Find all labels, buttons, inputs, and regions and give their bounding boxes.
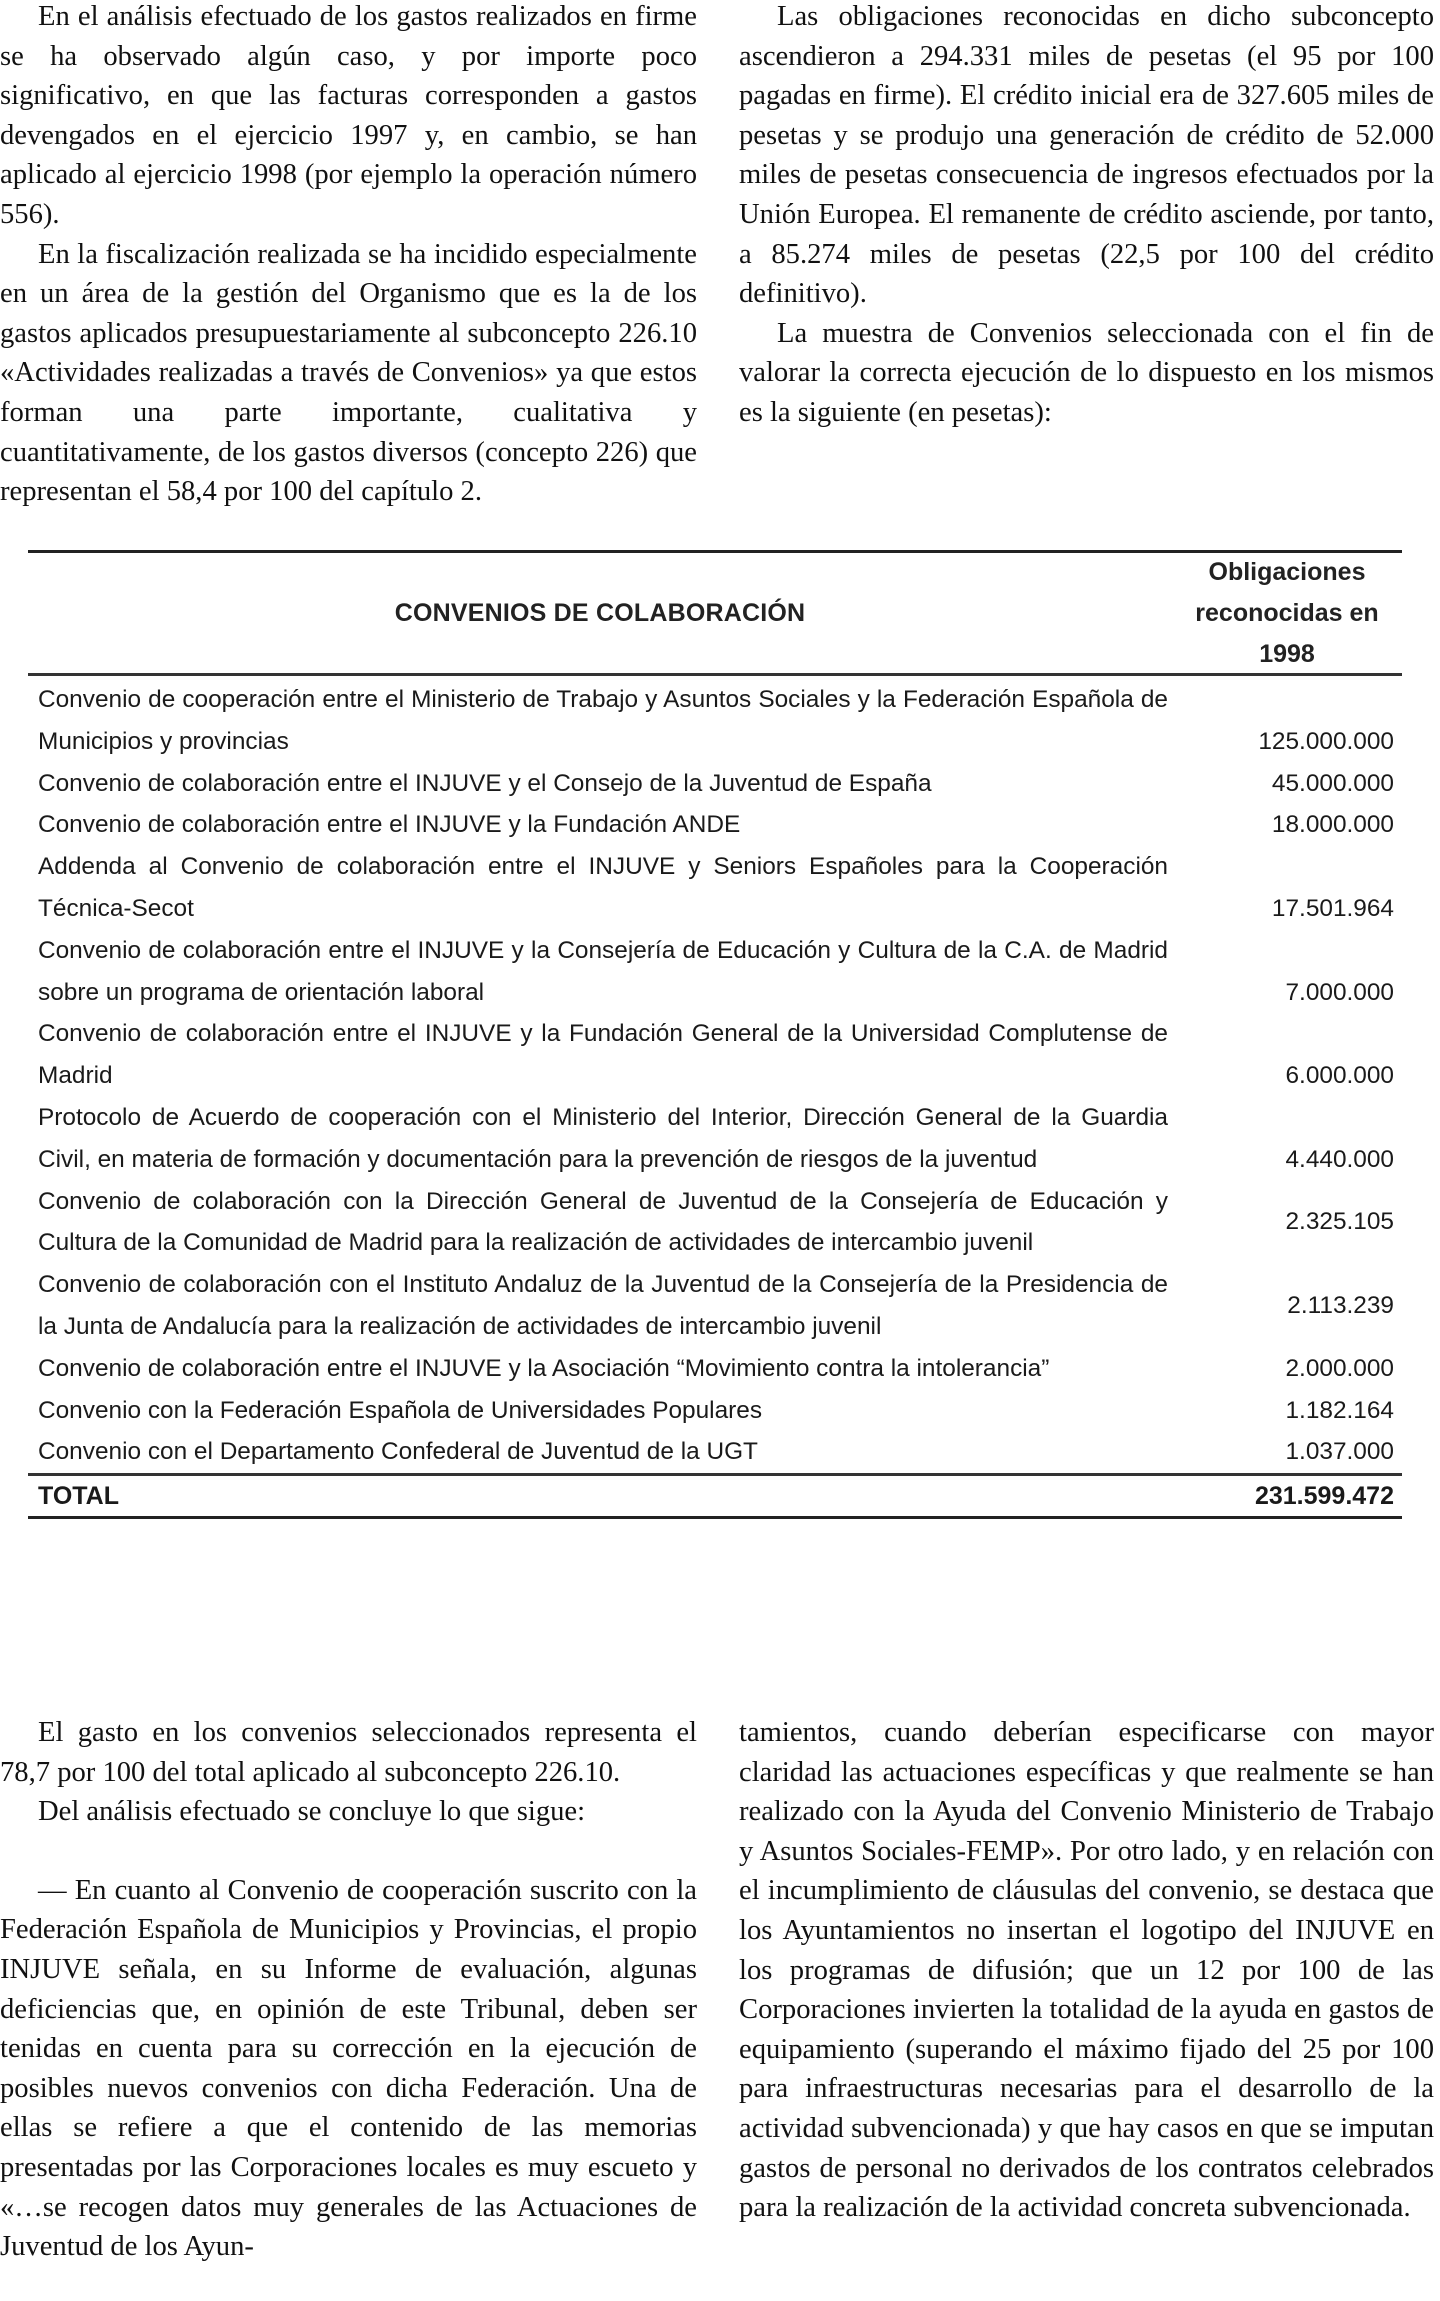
row-label: Convenio de colaboración entre el INJUVE y la Consejería de Educación y Cultura de la C.A. de Madrid sobre un programa de orientación laboral xyxy=(38,936,1168,1006)
bottom-right-column xyxy=(739,1713,1434,2228)
table-row xyxy=(28,1097,1402,1181)
row-value: 2.000.000 xyxy=(1285,1354,1394,1382)
paragraph: El gasto en los convenios seleccionados representa el 78,7 por 100 del total aplicado al subconcepto 226.10. xyxy=(0,1717,697,1788)
row-label: Convenio de colaboración con el Instituto Andaluz de la Juventud de la Consejería de la Presidencia de la Junta de Andalucía para la realización de actividades de intercambio juvenil xyxy=(38,1271,1168,1340)
column-header-obligaciones: Obligaciones reconocidas en 1998 xyxy=(1195,557,1379,668)
row-value: 6.000.000 xyxy=(1285,1062,1394,1090)
row-label: Convenio de colaboración entre el INJUVE y la Fundación ANDE xyxy=(38,811,741,839)
row-value: 17.501.964 xyxy=(1271,894,1394,922)
table-row xyxy=(28,804,1402,846)
table-row xyxy=(28,1013,1402,1097)
paragraph: Las obligaciones reconocidas en dicho subconcepto ascendieron a 294.331 miles de pesetas (el 95 por 100 pagadas en firme). El crédito inicial era de 327.605 miles de pesetas y se produjo una generación de crédito de 52.000 miles de pesetas consecuencia de ingresos efectuados por la Unión Europea. El remanente de crédito asciende, por tanto, a 85.274 miles de pesetas (22,5 por 100 del crédito definitivo). xyxy=(739,1,1434,310)
row-value: 4.440.000 xyxy=(1285,1145,1394,1173)
table-row xyxy=(28,763,1402,805)
bottom-left-column xyxy=(0,1713,697,2267)
paragraph: Del análisis efectuado se concluye lo que sigue: xyxy=(38,1796,586,1828)
row-value: 2.325.105 xyxy=(1285,1208,1394,1236)
table-row xyxy=(28,679,1402,763)
table-total-row xyxy=(28,1476,1402,1516)
paragraph: tamientos, cuando deberían especificarse con mayor claridad las actuaciones específicas y que realmente se han realizado con la Ayuda del Convenio Ministerio de Trabajo y Asuntos Sociales-FEMP». Por otro lado, y en relación con el incumplimiento de cláusulas del convenio, se destaca que los Ayuntamientos no insertan el logotipo del INJUVE en los programas de difusión; que un 12 por 100 de las Corporaciones invierten la totalidad de la ayuda en gastos de equipamiento (superando el máximo fijado del 25 por 100 para infraestructuras necesarias para el desarrollo de la actividad subvencionada) y que hay casos en que se imputan gastos de personal no derivados de los contratos celebrados para la realización de la actividad concreta subvencionada. xyxy=(739,1717,1434,2224)
row-label: Convenio de colaboración con la Dirección General de Juventud de la Consejería de Educación y Cultura de la Comunidad de Madrid para la realización de actividades de intercambio juvenil xyxy=(38,1187,1168,1257)
convenios-table xyxy=(28,550,1402,1519)
total-label: TOTAL xyxy=(38,1482,120,1511)
table-row xyxy=(28,930,1402,1014)
row-value: 7.000.000 xyxy=(1285,978,1394,1006)
row-value: 2.113.239 xyxy=(1287,1292,1394,1320)
paragraph: La muestra de Convenios seleccionada con el fin de valorar la correcta ejecución de lo dispuesto en los mismos es la siguiente (en pesetas): xyxy=(739,317,1434,428)
table-bottom-rule xyxy=(28,1516,1402,1519)
row-value: 1.182.164 xyxy=(1285,1396,1394,1424)
table-row xyxy=(28,1390,1402,1432)
paragraph: En el análisis efectuado de los gastos realizados en firme se ha observado algún caso, y por importe poco significativo, en que las facturas corresponden a gastos devengados en el ejercicio 1997 y, en cambio, se han aplicado al ejercicio 1998 (por ejemplo la operación número 556). xyxy=(0,1,697,230)
row-value: 125.000.000 xyxy=(1258,727,1394,755)
top-left-column xyxy=(0,0,697,512)
row-value: 45.000.000 xyxy=(1271,769,1394,797)
row-label: Convenio de colaboración entre el INJUVE y la Asociación “Movimiento contra la intolerancia” xyxy=(38,1354,1050,1382)
table-row xyxy=(28,1264,1402,1348)
row-label: Convenio con el Departamento Confederal de Juventud de la UGT xyxy=(38,1438,758,1466)
total-value: 231.599.472 xyxy=(1254,1482,1394,1511)
table-row xyxy=(28,1431,1402,1473)
paragraph: — En cuanto al Convenio de cooperación suscrito con la Federación Española de Municipios y Provincias, el propio INJUVE señala, en su Informe de evaluación, algunas deficiencias que, en opinión de este Tribunal, deben ser tenidas en cuenta para su corrección en la ejecución de posibles nuevos convenios con dicha Federación. Una de ellas se refiere a que el contenido de las memorias presentadas por las Corporaciones locales es muy escueto y «…se recogen datos muy generales de las Actuaciones de Juventud de los Ayun- xyxy=(0,1874,697,2263)
table-row xyxy=(28,1348,1402,1390)
row-label: Protocolo de Acuerdo de cooperación con el Ministerio del Interior, Dirección General de la Guardia Civil, en materia de formación y documentación para la prevención de riesgos de la juventud xyxy=(38,1103,1168,1173)
table-row xyxy=(28,1181,1402,1265)
row-value: 18.000.000 xyxy=(1271,811,1394,839)
paragraph: En la fiscalización realizada se ha incidido especialmente en un área de la gestión del Organismo que es la de los gastos aplicados presupuestariamente al subconcepto 226.10 «Actividades realizadas a través de Convenios» ya que estos forman una parte importante, cualitativa y cuantitativamente, de los gastos diversos (concepto 226) que representan el 58,4 por 100 del capítulo 2. xyxy=(0,238,697,508)
row-label: Convenio con la Federación Española de Universidades Populares xyxy=(38,1396,763,1424)
top-right-column xyxy=(739,0,1434,433)
table-header xyxy=(28,553,1402,673)
table-row xyxy=(28,846,1402,930)
row-label: Convenio de colaboración entre el INJUVE y el Consejo de la Juventud de España xyxy=(38,769,932,797)
row-value: 1.037.000 xyxy=(1285,1438,1394,1466)
row-label: Convenio de cooperación entre el Ministerio de Trabajo y Asuntos Sociales y la Federación Española de Municipios y provincias xyxy=(38,686,1168,755)
column-header-convenios: CONVENIOS DE COLABORACIÓN xyxy=(394,598,806,627)
row-label: Convenio de colaboración entre el INJUVE y la Fundación General de la Universidad Complutense de Madrid xyxy=(38,1020,1168,1090)
row-label: Addenda al Convenio de colaboración entre el INJUVE y Seniors Españoles para la Cooperación Técnica-Secot xyxy=(38,853,1168,922)
